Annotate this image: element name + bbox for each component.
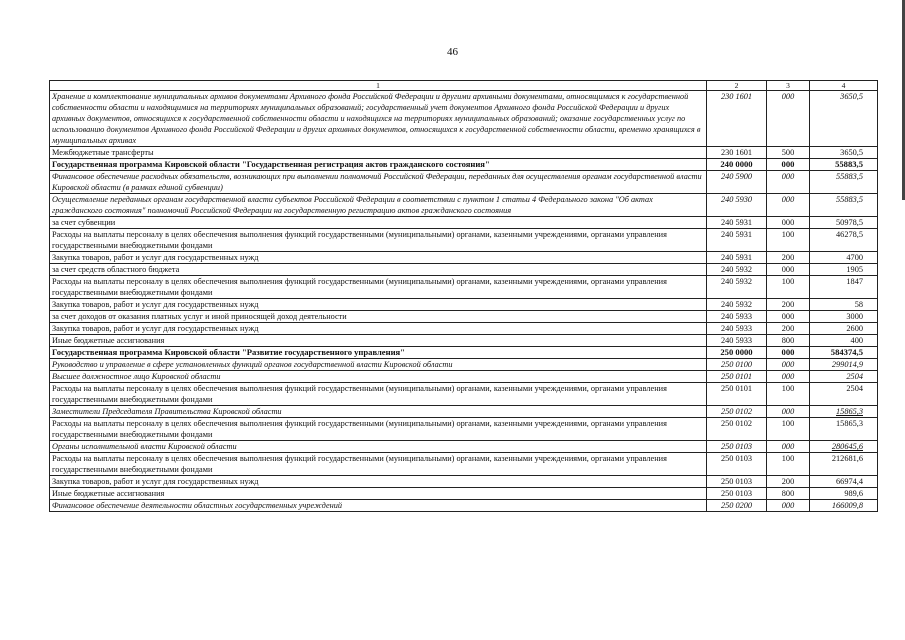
table-row <box>50 171 878 194</box>
table-row <box>50 264 878 276</box>
table-row <box>50 159 878 171</box>
row-type-cell: 100 <box>767 383 810 406</box>
row-type-cell: 000 <box>767 359 810 371</box>
table-row <box>50 476 878 488</box>
row-name-cell: за счет средств областного бюджета <box>50 264 707 276</box>
table-row <box>50 418 878 441</box>
row-name-cell: Расходы на выплаты персоналу в целях обеспечения выполнения функций государственными (муниципальными) органами, казенными учреждениями, органами управления государственными внебюджетными фондами <box>50 229 707 252</box>
row-type-cell: 000 <box>767 217 810 229</box>
row-code-cell: 240 5932 <box>707 264 767 276</box>
row-code-cell: 240 5933 <box>707 311 767 323</box>
row-type-cell: 800 <box>767 488 810 500</box>
row-code-cell: 240 0000 <box>707 159 767 171</box>
row-amount-cell: 55883,5 <box>810 171 878 194</box>
row-code-cell: 240 5933 <box>707 335 767 347</box>
row-type-cell: 100 <box>767 229 810 252</box>
row-amount-cell: 280645,6 <box>810 441 878 453</box>
row-amount-cell: 66974,4 <box>810 476 878 488</box>
row-code-cell: 240 5932 <box>707 299 767 311</box>
row-name-cell: Осуществление переданных органам государственной власти субъектов Российской Федерации в соответствии с пунктом 1 статьи 4 Федерального закона "Об актах гражданского состояния" полномочий Российской Федерации на государственную регистрацию актов гражданского состояния <box>50 194 707 217</box>
row-type-cell: 200 <box>767 323 810 335</box>
row-amount-cell: 400 <box>810 335 878 347</box>
row-amount-cell: 3650,5 <box>810 91 878 147</box>
row-amount-cell: 15865,3 <box>810 406 878 418</box>
row-name-cell: Высшее должностное лицо Кировской области <box>50 371 707 383</box>
row-name-cell: Закупка товаров, работ и услуг для государственных нужд <box>50 476 707 488</box>
row-name-cell: Органы исполнительной власти Кировской области <box>50 441 707 453</box>
table-row <box>50 500 878 512</box>
row-type-cell: 100 <box>767 453 810 476</box>
row-name-cell: Закупка товаров, работ и услуг для государственных нужд <box>50 323 707 335</box>
table-row <box>50 441 878 453</box>
row-name-cell: Расходы на выплаты персоналу в целях обеспечения выполнения функций государственными (муниципальными) органами, казенными учреждениями, органами управления государственными внебюджетными фондами <box>50 453 707 476</box>
table-row <box>50 252 878 264</box>
row-amount-cell: 50978,5 <box>810 217 878 229</box>
row-amount-cell: 15865,3 <box>810 418 878 441</box>
row-amount-cell: 2504 <box>810 383 878 406</box>
table-row <box>50 359 878 371</box>
row-code-cell: 250 0103 <box>707 453 767 476</box>
row-name-cell: Закупка товаров, работ и услуг для государственных нужд <box>50 299 707 311</box>
row-code-cell: 230 1601 <box>707 91 767 147</box>
row-code-cell: 240 5930 <box>707 194 767 217</box>
row-code-cell: 250 0103 <box>707 488 767 500</box>
row-type-cell: 200 <box>767 299 810 311</box>
row-type-cell: 000 <box>767 406 810 418</box>
table-row <box>50 383 878 406</box>
header-col-2: 2 <box>707 81 767 91</box>
table-row <box>50 217 878 229</box>
row-code-cell: 250 0103 <box>707 476 767 488</box>
table-header-row <box>50 81 878 91</box>
row-name-cell: Межбюджетные трансферты <box>50 147 707 159</box>
row-amount-cell: 1905 <box>810 264 878 276</box>
row-name-cell: Хранение и комплектование муниципальных архивов документами Архивного фонда Российской Федерации и другими архивными документами, относящимися к государственной собственности области и находящимися на территориях муниципальных образований; государственный учет документов Архивного фонда Российской Федерации и других архивных документов, относящихся к государственной собственности области и находящихся на территориях муниципальных образований; оказание государственных услуг по использованию документов Архивного фонда Российской Федерации и других архивных документов, относящихся к государственной собственности области, временно хранящихся в муниципальных архивах <box>50 91 707 147</box>
row-code-cell: 230 1601 <box>707 147 767 159</box>
row-code-cell: 240 5931 <box>707 252 767 264</box>
row-code-cell: 250 0101 <box>707 371 767 383</box>
table-row <box>50 323 878 335</box>
row-name-cell: Государственная программа Кировской области "Государственная регистрация актов гражданского состояния" <box>50 159 707 171</box>
row-amount-cell: 2504 <box>810 371 878 383</box>
page-number: 46 <box>447 46 458 58</box>
row-type-cell: 000 <box>767 264 810 276</box>
row-amount-cell: 166009,8 <box>810 500 878 512</box>
row-amount-cell: 55883,5 <box>810 194 878 217</box>
row-code-cell: 250 0102 <box>707 418 767 441</box>
row-name-cell: Закупка товаров, работ и услуг для государственных нужд <box>50 252 707 264</box>
row-code-cell: 250 0103 <box>707 441 767 453</box>
row-code-cell: 240 5932 <box>707 276 767 299</box>
row-type-cell: 100 <box>767 418 810 441</box>
row-name-cell: за счет субвенции <box>50 217 707 229</box>
row-code-cell: 240 5933 <box>707 323 767 335</box>
row-type-cell: 800 <box>767 335 810 347</box>
row-type-cell: 000 <box>767 441 810 453</box>
header-col-3: 3 <box>767 81 810 91</box>
table-row <box>50 147 878 159</box>
table-row <box>50 347 878 359</box>
row-type-cell: 500 <box>767 147 810 159</box>
row-amount-cell: 3650,5 <box>810 147 878 159</box>
row-code-cell: 240 5931 <box>707 229 767 252</box>
row-name-cell: Иные бюджетные ассигнования <box>50 335 707 347</box>
table-row <box>50 335 878 347</box>
row-type-cell: 000 <box>767 194 810 217</box>
row-amount-cell: 4700 <box>810 252 878 264</box>
row-amount-cell: 989,6 <box>810 488 878 500</box>
table-row <box>50 311 878 323</box>
row-name-cell: Иные бюджетные ассигнования <box>50 488 707 500</box>
row-type-cell: 000 <box>767 171 810 194</box>
table-row <box>50 299 878 311</box>
table-row <box>50 194 878 217</box>
header-col-1: 1 <box>50 81 707 91</box>
row-amount-cell: 2600 <box>810 323 878 335</box>
row-amount-cell: 55883,5 <box>810 159 878 171</box>
row-code-cell: 240 5931 <box>707 217 767 229</box>
row-name-cell: Расходы на выплаты персоналу в целях обеспечения выполнения функций государственными (муниципальными) органами, казенными учреждениями, органами управления государственными внебюджетными фондами <box>50 418 707 441</box>
row-type-cell: 000 <box>767 311 810 323</box>
row-code-cell: 250 0101 <box>707 383 767 406</box>
row-name-cell: Финансовое обеспечение расходных обязательств, возникающих при выполнении полномочий Российской Федерации, переданных для осуществления органам государственной власти Кировской области (в рамках единой субвенции) <box>50 171 707 194</box>
row-code-cell: 250 0102 <box>707 406 767 418</box>
row-name-cell: Руководство и управление в сфере установленных функций органов государственной власти Кировской области <box>50 359 707 371</box>
table-row <box>50 371 878 383</box>
row-name-cell: Финансовое обеспечение деятельности областных государственных учреждений <box>50 500 707 512</box>
row-type-cell: 000 <box>767 371 810 383</box>
row-amount-cell: 584374,5 <box>810 347 878 359</box>
row-code-cell: 250 0200 <box>707 500 767 512</box>
table-row <box>50 453 878 476</box>
row-type-cell: 000 <box>767 91 810 147</box>
row-amount-cell: 212681,6 <box>810 453 878 476</box>
budget-table <box>49 80 878 512</box>
row-amount-cell: 58 <box>810 299 878 311</box>
row-amount-cell: 299014,9 <box>810 359 878 371</box>
table-row <box>50 488 878 500</box>
row-name-cell: Расходы на выплаты персоналу в целях обеспечения выполнения функций государственными (муниципальными) органами, казенными учреждениями, органами управления государственными внебюджетными фондами <box>50 383 707 406</box>
row-type-cell: 200 <box>767 476 810 488</box>
row-type-cell: 000 <box>767 347 810 359</box>
table-row <box>50 229 878 252</box>
row-amount-cell: 1847 <box>810 276 878 299</box>
row-name-cell: Расходы на выплаты персоналу в целях обеспечения выполнения функций государственными (муниципальными) органами, казенными учреждениями, органами управления государственными внебюджетными фондами <box>50 276 707 299</box>
row-name-cell: Заместители Председателя Правительства Кировской области <box>50 406 707 418</box>
table-row <box>50 406 878 418</box>
row-type-cell: 000 <box>767 500 810 512</box>
row-code-cell: 240 5900 <box>707 171 767 194</box>
header-col-4: 4 <box>810 81 878 91</box>
row-name-cell: Государственная программа Кировской области "Развитие государственного управления" <box>50 347 707 359</box>
row-code-cell: 250 0000 <box>707 347 767 359</box>
table-row <box>50 276 878 299</box>
row-amount-cell: 46278,5 <box>810 229 878 252</box>
row-amount-cell: 3000 <box>810 311 878 323</box>
row-type-cell: 100 <box>767 276 810 299</box>
table-row <box>50 91 878 147</box>
row-type-cell: 000 <box>767 159 810 171</box>
row-type-cell: 200 <box>767 252 810 264</box>
row-code-cell: 250 0100 <box>707 359 767 371</box>
row-name-cell: за счет доходов от оказания платных услуг и иной приносящей доход деятельности <box>50 311 707 323</box>
